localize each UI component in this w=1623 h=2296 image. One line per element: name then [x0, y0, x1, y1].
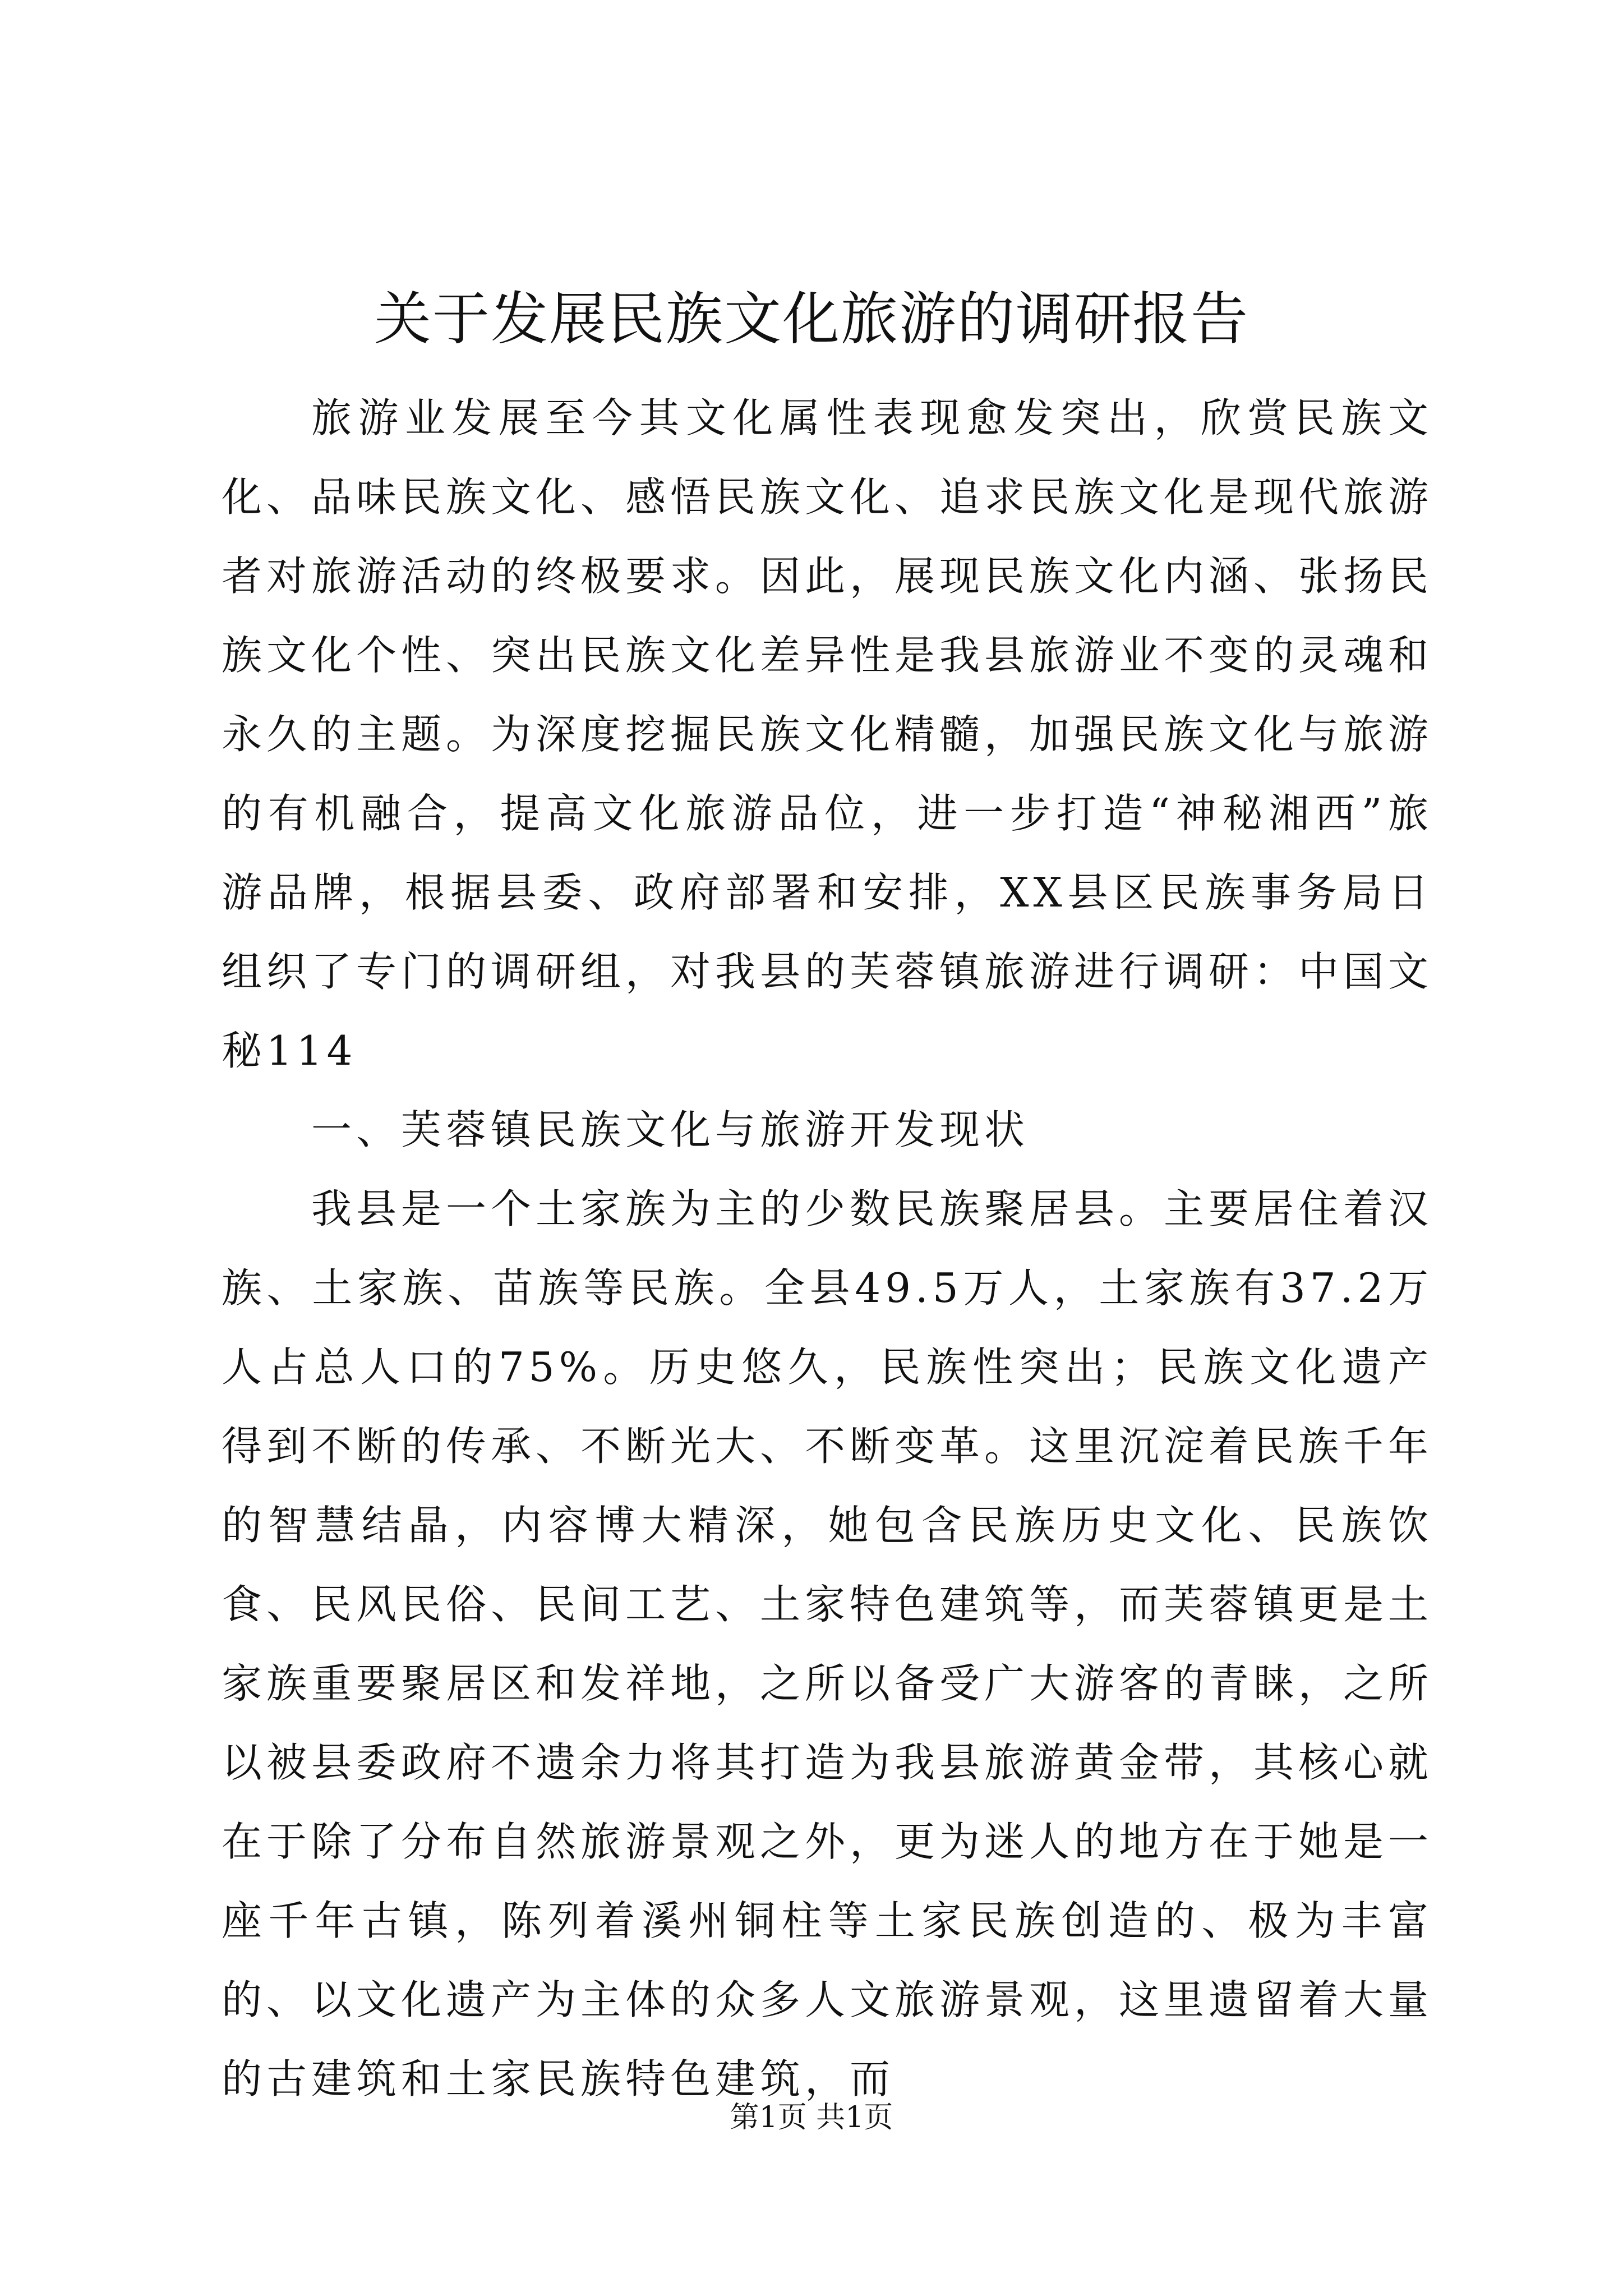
paragraph-status: 我县是一个土家族为主的少数民族聚居县。主要居住着汉族、土家族、苗族等民族。全县49.5万人，土家族有37.2万人占总人口的75%。历史悠久，民族性突出；民族文化遗产得到不断的传承、不断光大、不断变革。这里沉淀着民族千年的智慧结晶，内容博大精深，她包含民族历史文化、民族饮食、民风民俗、民间工艺、土家特色建筑等，而芙蓉镇更是土家族重要聚居区和发祥地，之所以备受广大游客的青睐，之所以被县委政府不遗余力将其打造为我县旅游黄金带，其核心就在于除了分布自然旅游景观之外，更为迷人的地方在于她是一座千年古镇，陈列着溪州铜柱等土家民族创造的、极为丰富的、以文化遗产为主体的众多人文旅游景观，这里遗留着大量的古建筑和土家民族特色建筑，而: [222, 1185, 1433, 2102]
page-number-label: 第1页 共1页: [730, 2101, 893, 2134]
document-title: 关于发展民族文化旅游的调研报告: [374, 286, 1249, 353]
paragraph-intro: 旅游业发展至今其文化属性表现愈发突出，欣赏民族文化、品味民族文化、感悟民族文化、追求民族文化是现代旅游者对旅游活动的终极要求。因此，展现民族文化内涵、张扬民族文化个性、突出民族文化差异性是我县旅游业不变的灵魂和永久的主题。为深度挖掘民族文化精髓，加强民族文化与旅游的有机融合，提高文化旅游品位，进一步打造“神秘湘西”旅游品牌，根据县委、政府部署和安排，XX县区民族事务局日组织了专门的调研组，对我县的芙蓉镇旅游进行调研：中国文秘114: [222, 394, 1433, 1074]
page-footer: [0, 2098, 1623, 2137]
document-body: [222, 379, 1433, 2119]
section-heading: 一、芙蓉镇民族文化与旅游开发现状: [311, 1106, 1030, 1153]
